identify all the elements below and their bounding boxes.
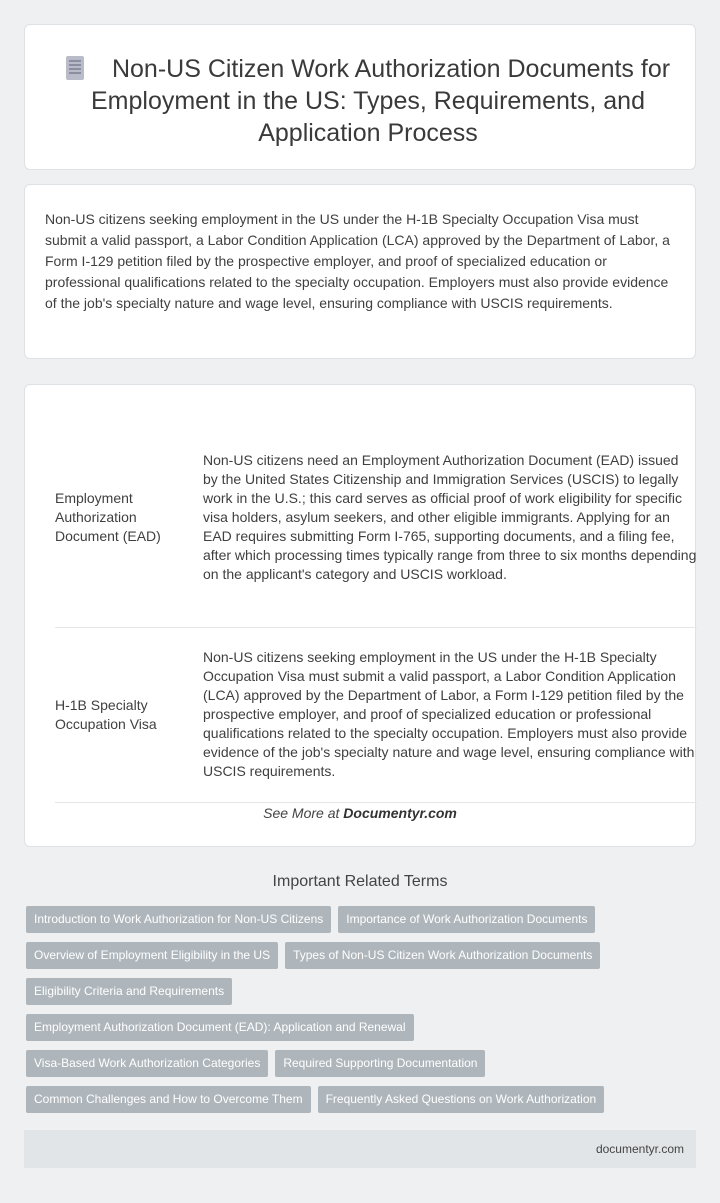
related-term-tag[interactable]: Common Challenges and How to Overcome Them — [26, 1086, 311, 1113]
table-row — [55, 409, 697, 627]
footer-site-link[interactable]: documentyr.com — [595, 1142, 684, 1156]
see-more-site: Documentyr.com — [343, 805, 457, 821]
page-title-text: Non-US Citizen Work Authorization Documents for Employment in the US: Types, Requirements, and Application Process — [91, 55, 671, 147]
title-card — [24, 24, 696, 170]
see-more-prefix: See More at — [263, 805, 344, 821]
related-term-tag[interactable]: Employment Authorization Document (EAD): Application and Renewal — [26, 1014, 414, 1041]
document-icon — [66, 56, 84, 80]
related-term-tag[interactable]: Introduction to Work Authorization for Non-US Citizens — [26, 906, 331, 933]
description-cell: Non-US citizens seeking employment in the US under the H-1B Specialty Occupation Visa must submit a valid passport, a Labor Condition Application (LCA) approved by the Department of Labor, a Form I-129 petition filed by the prospective employer, and proof of specialized education or professional qualifications related to the specialty occupation. Employers must also provide evidence of the job's specialty nature and wage level, ensuring compliance with USCIS requirements. — [203, 627, 697, 802]
related-terms-heading: Important Related Terms — [272, 873, 448, 890]
related-terms-tags — [26, 906, 698, 1122]
term-cell: H-1B Specialty Occupation Visa — [55, 627, 203, 802]
related-term-tag[interactable]: Frequently Asked Questions on Work Authorization — [318, 1086, 605, 1113]
table-row — [55, 627, 697, 802]
footer — [24, 1130, 696, 1168]
see-more-link[interactable] — [25, 805, 695, 821]
term-cell: Employment Authorization Document (EAD) — [55, 409, 203, 627]
summary-text: Non-US citizens seeking employment in the US under the H-1B Specialty Occupation Visa must submit a valid passport, a Labor Condition Application (LCA) approved by the Department of Labor, a Form I-129 petition filed by the prospective employer, and proof of specialized education or professional qualifications related to the specialty occupation. Employers must also provide evidence of the job's specialty nature and wage level, ensuring compliance with USCIS requirements. — [45, 211, 670, 311]
terms-table — [55, 409, 697, 803]
related-term-tag[interactable]: Types of Non-US Citizen Work Authorization Documents — [285, 942, 600, 969]
summary-card — [24, 184, 696, 359]
related-term-tag[interactable]: Visa-Based Work Authorization Categories — [26, 1050, 268, 1077]
related-term-tag[interactable]: Required Supporting Documentation — [275, 1050, 485, 1077]
description-cell: Non-US citizens need an Employment Authorization Document (EAD) issued by the United States Citizenship and Immigration Services (USCIS) to legally work in the U.S.; this card serves as official proof of work eligibility for specific visa holders, asylum seekers, and other eligible immigrants. Applying for an EAD requires submitting Form I-765, supporting documents, and a filing fee, after which processing times typically range from three to six months depending on the applicant's category and USCIS workload. — [203, 409, 697, 627]
page-title — [65, 53, 671, 149]
related-term-tag[interactable]: Importance of Work Authorization Documents — [338, 906, 595, 933]
terms-table-card — [24, 384, 696, 847]
related-term-tag[interactable]: Overview of Employment Eligibility in the US — [26, 942, 278, 969]
related-term-tag[interactable]: Eligibility Criteria and Requirements — [26, 978, 232, 1005]
